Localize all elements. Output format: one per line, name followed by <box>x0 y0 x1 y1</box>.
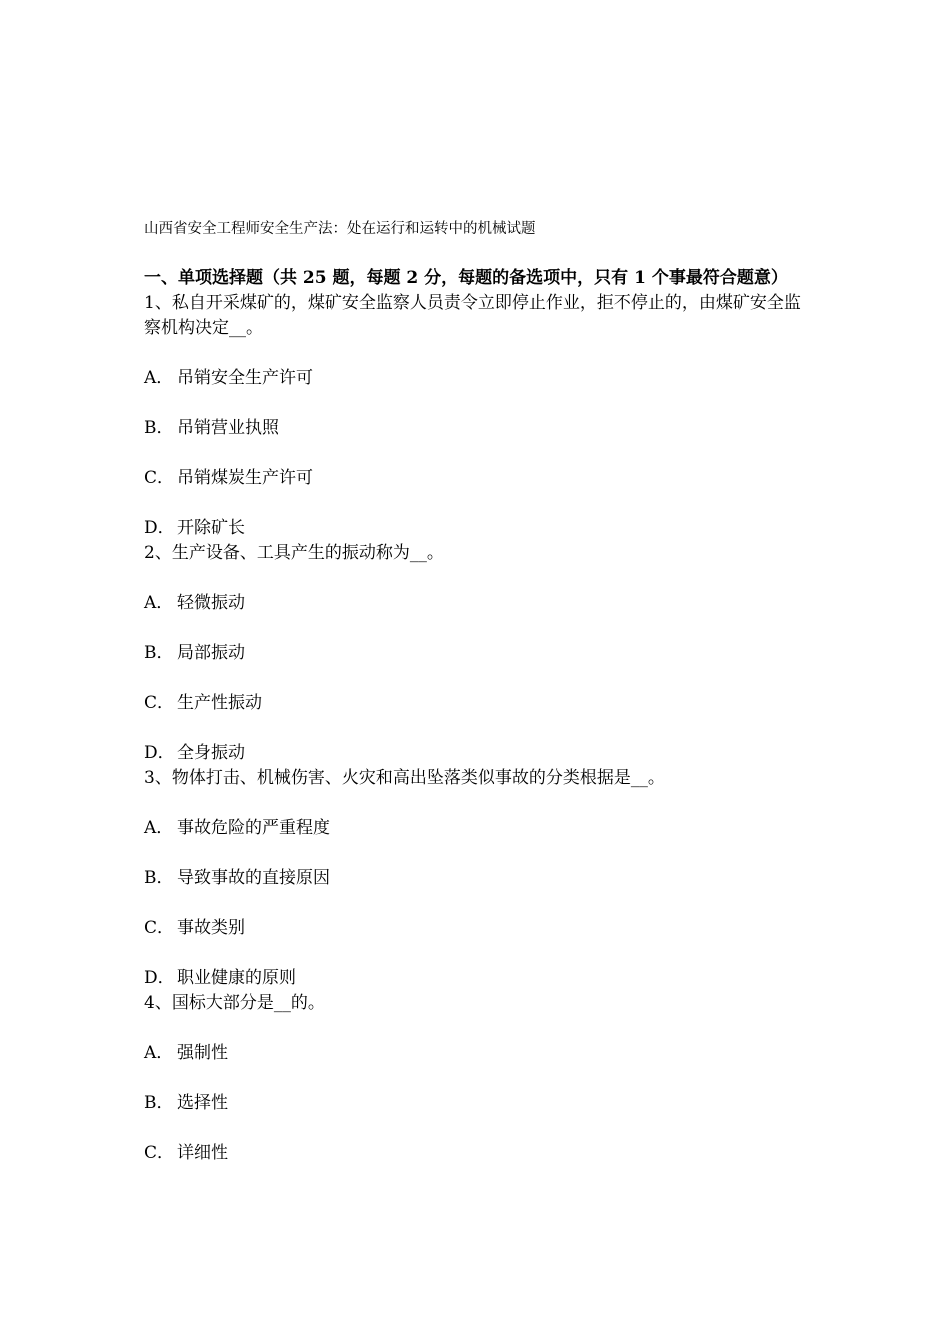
option-text: 详细性 <box>177 1143 228 1163</box>
option-text: 事故类别 <box>177 918 245 938</box>
document-title: 山西省安全工程师安全生产法：处在运行和运转中的机械试题 <box>144 221 536 237</box>
option-letter: A． <box>144 593 174 613</box>
option-text: 局部振动 <box>177 643 245 663</box>
option-b <box>144 1091 816 1116</box>
option-c <box>144 691 816 716</box>
option-a <box>144 366 816 391</box>
option-text: 导致事故的直接原因 <box>177 868 330 888</box>
option-d <box>144 966 816 991</box>
option-d <box>144 516 816 541</box>
option-text: 事故危险的严重程度 <box>177 818 330 838</box>
option-letter: C． <box>144 1143 175 1163</box>
option-letter: C． <box>144 918 175 938</box>
option-text: 吊销营业执照 <box>177 418 279 438</box>
option-text: 吊销安全生产许可 <box>177 368 313 388</box>
option-a <box>144 1041 816 1066</box>
question-2 <box>144 541 816 766</box>
option-letter: C． <box>144 468 175 488</box>
option-letter: A． <box>144 818 174 838</box>
option-b <box>144 641 816 666</box>
question-1 <box>144 291 816 541</box>
question-stem: 2、生产设备、工具产生的振动称为__。 <box>144 543 444 563</box>
option-letter: A． <box>144 1043 174 1063</box>
option-letter: C． <box>144 693 175 713</box>
question-stem: 3、物体打击、机械伤害、火灾和高出坠落类似事故的分类根据是__。 <box>144 768 665 788</box>
option-b <box>144 866 816 891</box>
option-letter: D． <box>144 968 175 988</box>
option-a <box>144 816 816 841</box>
option-c <box>144 1141 816 1166</box>
option-a <box>144 591 816 616</box>
option-text: 开除矿长 <box>177 518 245 538</box>
option-c <box>144 916 816 941</box>
question-stem: 1、私自开采煤矿的，煤矿安全监察人员责令立即停止作业，拒不停止的，由煤矿安全监察机构决定__。 <box>144 293 801 338</box>
option-c <box>144 466 816 491</box>
option-letter: D． <box>144 518 175 538</box>
question-4 <box>144 991 816 1166</box>
option-text: 职业健康的原则 <box>177 968 296 988</box>
option-text: 吊销煤炭生产许可 <box>177 468 313 488</box>
option-letter: B． <box>144 1093 174 1113</box>
option-text: 强制性 <box>177 1043 228 1063</box>
section-heading: 一、单项选择题（共 25 题，每题 2 分，每题的备选项中，只有 1 个事最符合题意） <box>144 268 788 288</box>
option-text: 选择性 <box>177 1093 228 1113</box>
option-text: 轻微振动 <box>177 593 245 613</box>
option-text: 全身振动 <box>177 743 245 763</box>
option-letter: A． <box>144 368 174 388</box>
option-b <box>144 416 816 441</box>
option-text: 生产性振动 <box>177 693 262 713</box>
question-stem: 4、国标大部分是__的。 <box>144 993 325 1013</box>
option-letter: D． <box>144 743 175 763</box>
option-d <box>144 741 816 766</box>
document-page <box>144 219 816 1166</box>
option-letter: B． <box>144 643 174 663</box>
option-letter: B． <box>144 418 174 438</box>
option-letter: B． <box>144 868 174 888</box>
question-3 <box>144 766 816 991</box>
